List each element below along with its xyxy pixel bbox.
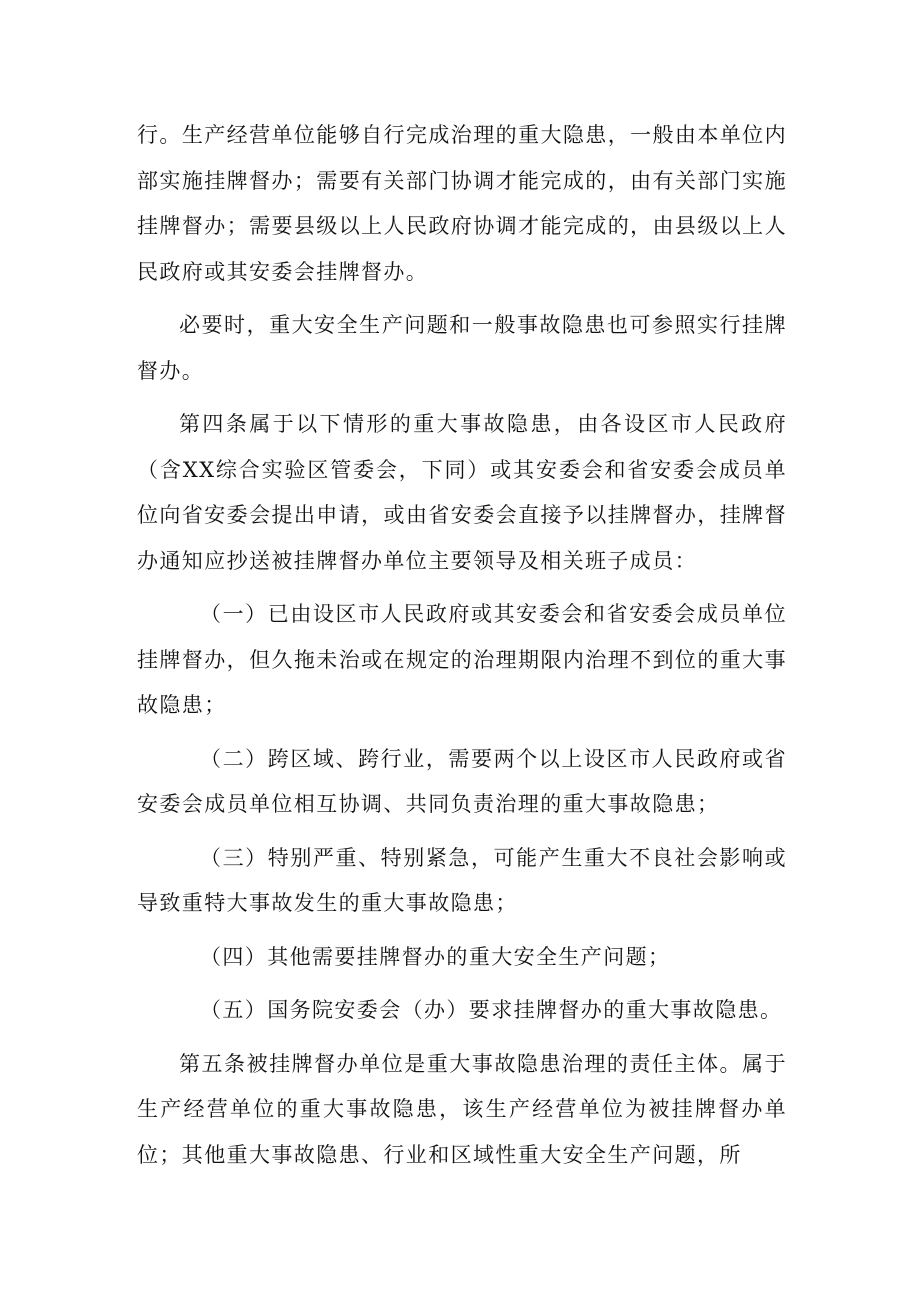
list-item-3: （三）特别严重、特别紧急，可能产生重大不良社会影响或导致重特大事故发生的重大事故隐患； [137,845,787,915]
list-item-5: （五）国务院安委会（办）要求挂牌督办的重大事故隐患。 [200,998,783,1022]
paragraph-article-4: 第四条属于以下情形的重大事故隐患，由各设区市人民政府（含XX综合实验区管委会，下同）或其安委会和省安委会成员单位向省安委会提出申请，或由省安委会直接予以挂牌督办，挂牌督办通知应抄送被挂牌督办单位主要领导及相关班子成员： [137,412,787,573]
paragraph-continuation: 行。生产经营单位能够自行完成治理的重大隐患，一般由本单位内部实施挂牌督办；需要有关部门协调才能完成的，由有关部门实施挂牌督办；需要县级以上人民政府协调才能完成的，由县级以上人民政府或其安委会挂牌督办。 [137,123,787,284]
paragraph-supplement: 必要时，重大安全生产问题和一般事故隐患也可参照实行挂牌督办。 [137,313,787,383]
list-item-1: （一）已由设区市人民政府或其安委会和省安委会成员单位挂牌督办，但久拖未治或在规定的治理期限内治理不到位的重大事故隐患； [137,602,787,717]
list-item-4: （四）其他需要挂牌督办的重大安全生产问题； [200,944,671,969]
paragraph-article-5: 第五条被挂牌督办单位是重大事故隐患治理的责任主体。属于生产经营单位的重大事故隐患，该生产经营单位为被挂牌督办单位；其他重大事故隐患、行业和区域性重大安全生产问题，所 [137,1051,787,1167]
list-item-2: （二）跨区域、跨行业，需要两个以上设区市人民政府或省安委会成员单位相互协调、共同负责治理的重大事故隐患； [137,746,787,816]
document-body [137,113,787,1178]
